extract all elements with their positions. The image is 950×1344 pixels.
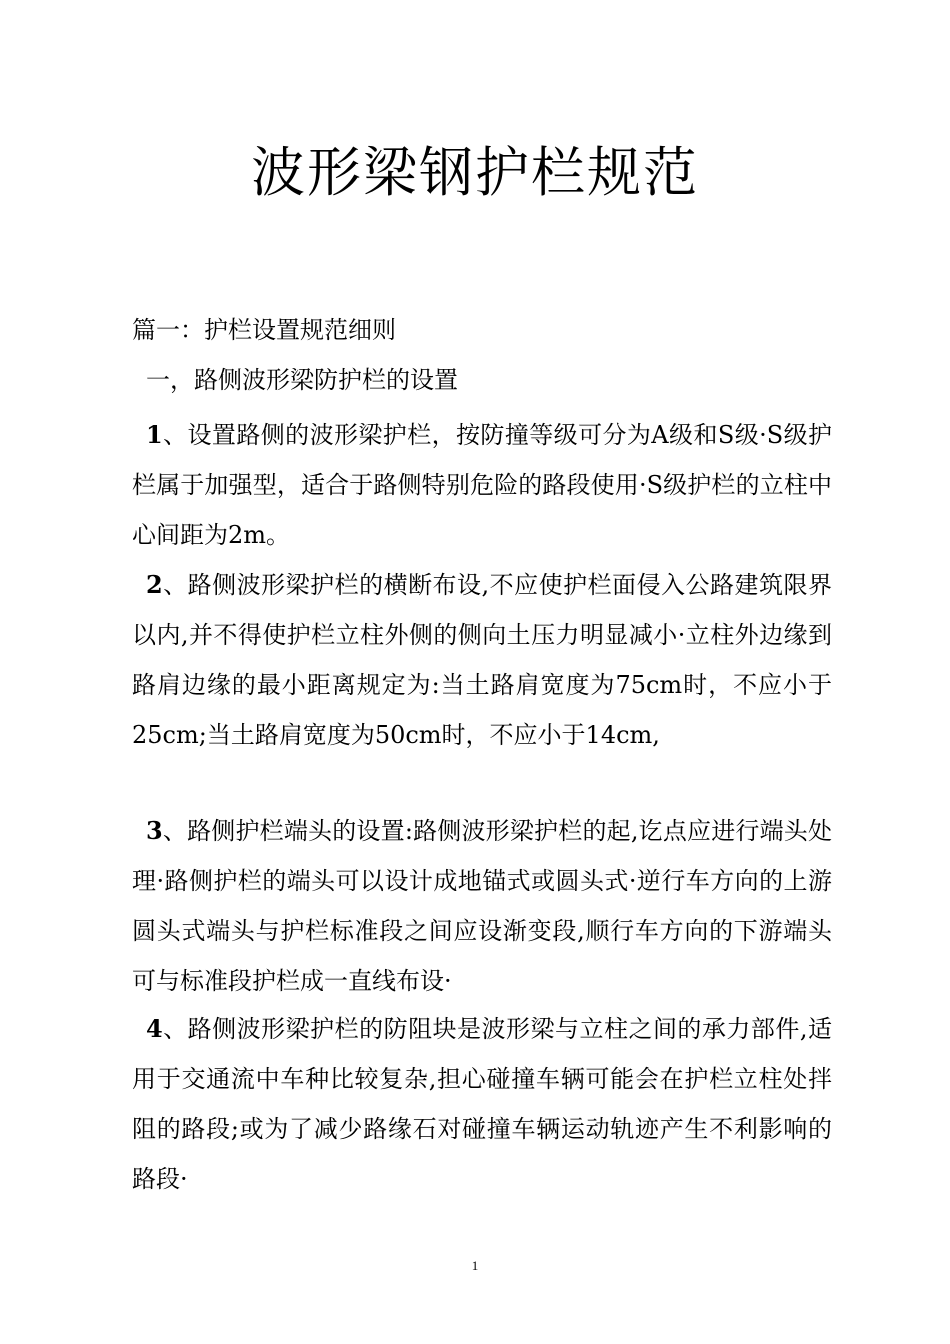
paragraph-number: 2 (146, 570, 163, 599)
document-title: 波形梁钢护栏规范 (251, 141, 699, 204)
paragraph-number: 1 (146, 420, 163, 449)
paragraph-text: 、设置路侧的波形梁护栏，按防撞等级可分为A级和S级·S级护栏属于加强型，适合于路侧特别危险的路段使用·S级护栏的立柱中心间距为2m。 (132, 421, 832, 549)
paragraph-2 (132, 560, 832, 760)
page-number: 1 (471, 1258, 479, 1273)
paragraph-number: 3 (146, 816, 163, 845)
subsection-heading: 一，路侧波形梁防护栏的设置 (146, 366, 458, 394)
paragraph-4 (132, 1004, 832, 1204)
paragraph-text: 、路侧波形梁护栏的防阻块是波形梁与立柱之间的承力部件,适用于交通流中车种比较复杂,担心碰撞车辆可能会在护栏立柱处拌阻的路段;或为了减少路缘石对碰撞车辆运动轨迹产生不利影响的路段· (132, 1015, 832, 1193)
paragraph-number: 4 (146, 1014, 163, 1043)
paragraph-3 (132, 806, 832, 1006)
section-heading: 篇一：护栏设置规范细则 (132, 316, 396, 344)
paragraph-1 (132, 410, 832, 560)
paragraph-text: 、路侧护栏端头的设置:路侧波形梁护栏的起,讫点应进行端头处理·路侧护栏的端头可以设计成地锚式或圆头式·逆行车方向的上游圆头式端头与护栏标准段之间应设渐变段,顺行车方向的下游端头可与标准段护栏成一直线布设· (132, 817, 832, 995)
paragraph-text: 、路侧波形梁护栏的横断布设,不应使护栏面侵入公路建筑限界以内,并不得使护栏立柱外侧的侧向土压力明显减小·立柱外边缘到路肩边缘的最小距离规定为:当土路肩宽度为75cm时，不应小于25cm;当土路肩宽度为50cm时，不应小于14cm, (132, 571, 832, 749)
